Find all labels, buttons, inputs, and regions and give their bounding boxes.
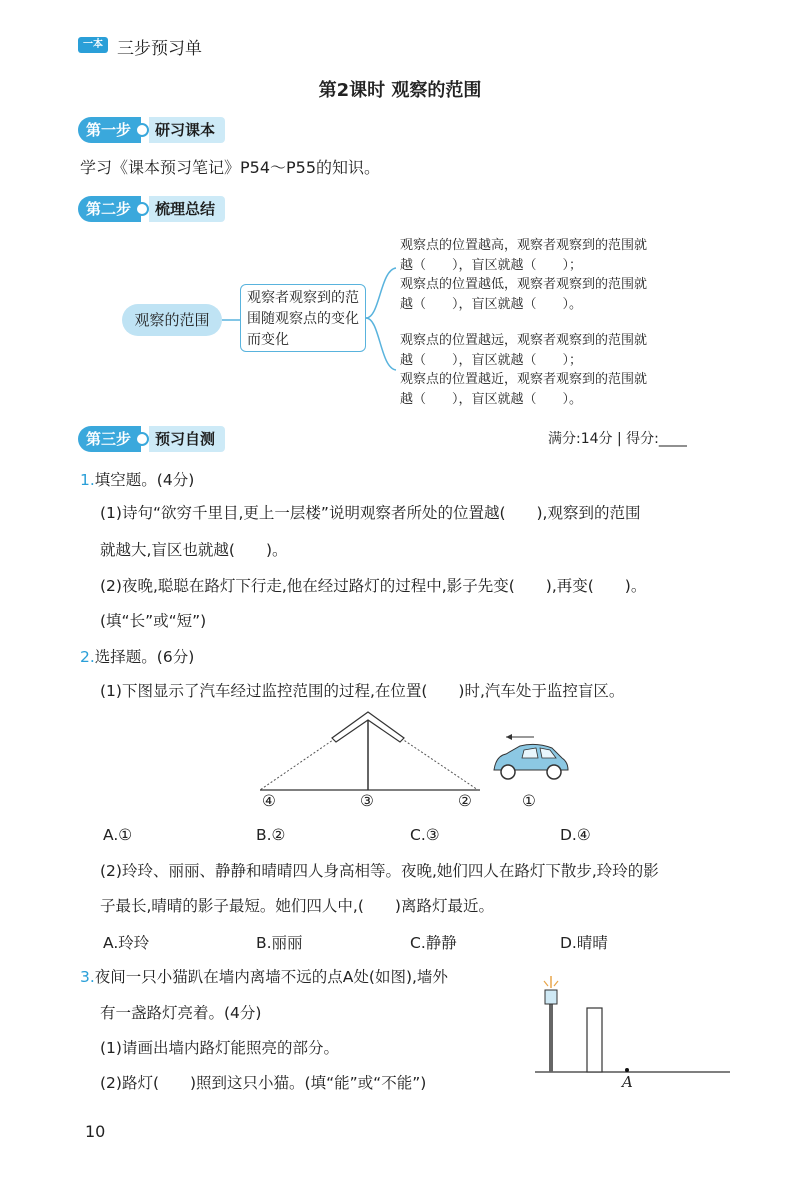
q1-title-text: 填空题。(4分): [94, 471, 195, 489]
lesson-title: 第2课时 观察的范围: [318, 80, 482, 101]
mindmap-item-3: 观察点的位置越远，观察者观察到的范围就 越（ ），盲区就越（ ）；: [400, 333, 648, 368]
step2-label: 梳理总结: [149, 196, 225, 222]
step2-tag: 第二步: [78, 196, 141, 222]
q2-s2-line2: 子最长,晴晴的影子最短。她们四人中,( )离路灯最近。: [100, 897, 494, 915]
q1-number: 1.: [80, 471, 95, 489]
figure-label-2: ②: [458, 792, 472, 810]
step3-tag: 第三步: [78, 426, 141, 452]
q2-title-text: 选择题。(6分): [94, 648, 195, 666]
mindmap-item-2: 观察点的位置越低，观察者观察到的范围就 越（ ），盲区就越（ ）。: [400, 277, 648, 312]
step3-header: [78, 426, 225, 452]
q2-s1-option-a[interactable]: A.①: [103, 826, 133, 844]
point-a: [625, 1068, 629, 1072]
q3-number: 3.: [80, 968, 95, 986]
step-dot-icon: [135, 202, 149, 216]
q2-number: 2.: [80, 648, 95, 666]
q1-s2-line2: (填“长”或“短”): [100, 612, 207, 630]
q3-s2: (2)路灯( )照到这只小猫。(填“能”或“不能”): [100, 1074, 427, 1092]
series-title: 三步预习单: [117, 39, 202, 59]
q3-line2: 有一盏路灯亮着。(4分): [100, 1004, 262, 1022]
step1-text: 学习《课本预习笔记》P54～P55的知识。: [80, 158, 381, 177]
mindmap-item-1: 观察点的位置越高，观察者观察到的范围就 越（ ），盲区就越（ ）；: [400, 238, 648, 273]
q2-s1-option-d[interactable]: D.④: [560, 826, 591, 844]
step1-label: 研习课本: [149, 117, 225, 143]
lamp-wall-figure: [535, 972, 735, 1076]
mindmap-middle: 观察者观察到的范围随观察点的变化而变化: [240, 284, 366, 352]
figure-label-4: ④: [262, 792, 276, 810]
point-a-label: A: [622, 1073, 633, 1091]
mindmap-item-4: 观察点的位置越近，观察者观察到的范围就 越（ ），盲区就越（ ）。: [400, 372, 648, 407]
q2-s2-option-c[interactable]: C.静静: [410, 934, 457, 952]
q2-s1: (1)下图显示了汽车经过监控范围的过程,在位置( )时,汽车处于监控盲区。: [100, 682, 625, 700]
q1-s2-line1: (2)夜晚,聪聪在路灯下行走,他在经过路灯的过程中,影子先变( ),再变( )。: [100, 577, 647, 595]
q1-s1-line2: 就越大,盲区也就越( )。: [100, 541, 288, 559]
figure-label-1: ①: [522, 792, 536, 810]
q2-s1-option-c[interactable]: C.③: [410, 826, 440, 844]
q1-s1-line1: (1)诗句“欲穷千里目,更上一层楼”说明观察者所处的位置越( ),观察到的范围: [100, 504, 641, 522]
car-icon: [494, 744, 568, 779]
q3-s1: (1)请画出墙内路灯能照亮的部分。: [100, 1039, 339, 1057]
camera-figure: [240, 708, 600, 812]
q1-title: [80, 470, 194, 490]
step1-tag: 第一步: [78, 117, 141, 143]
q2-title: [80, 647, 194, 667]
score-box: 满分:14分 | 得分:____: [548, 431, 687, 447]
q2-s1-option-b[interactable]: B.②: [256, 826, 286, 844]
step3-label: 预习自测: [149, 426, 225, 452]
wall: [587, 1008, 602, 1072]
q3-line1-text: 夜间一只小猫趴在墙内离墙不远的点A处(如图),墙外: [94, 968, 448, 986]
street-lamp-icon: [544, 976, 558, 1072]
q3-line1: [80, 967, 448, 987]
figure-label-3: ③: [360, 792, 374, 810]
brand-logo: 一本: [78, 37, 108, 53]
q2-s2-line1: (2)玲玲、丽丽、静静和晴晴四人身高相等。夜晚,她们四人在路灯下散步,玲玲的影: [100, 862, 659, 880]
q2-s2-option-b[interactable]: B.丽丽: [256, 934, 303, 952]
q2-s2-option-a[interactable]: A.玲玲: [103, 934, 150, 952]
step-dot-icon: [135, 432, 149, 446]
q2-s2-option-d[interactable]: D.晴晴: [560, 934, 608, 952]
step-dot-icon: [135, 123, 149, 137]
mindmap-root: 观察的范围: [122, 304, 222, 336]
page-number: 10: [85, 1122, 106, 1141]
